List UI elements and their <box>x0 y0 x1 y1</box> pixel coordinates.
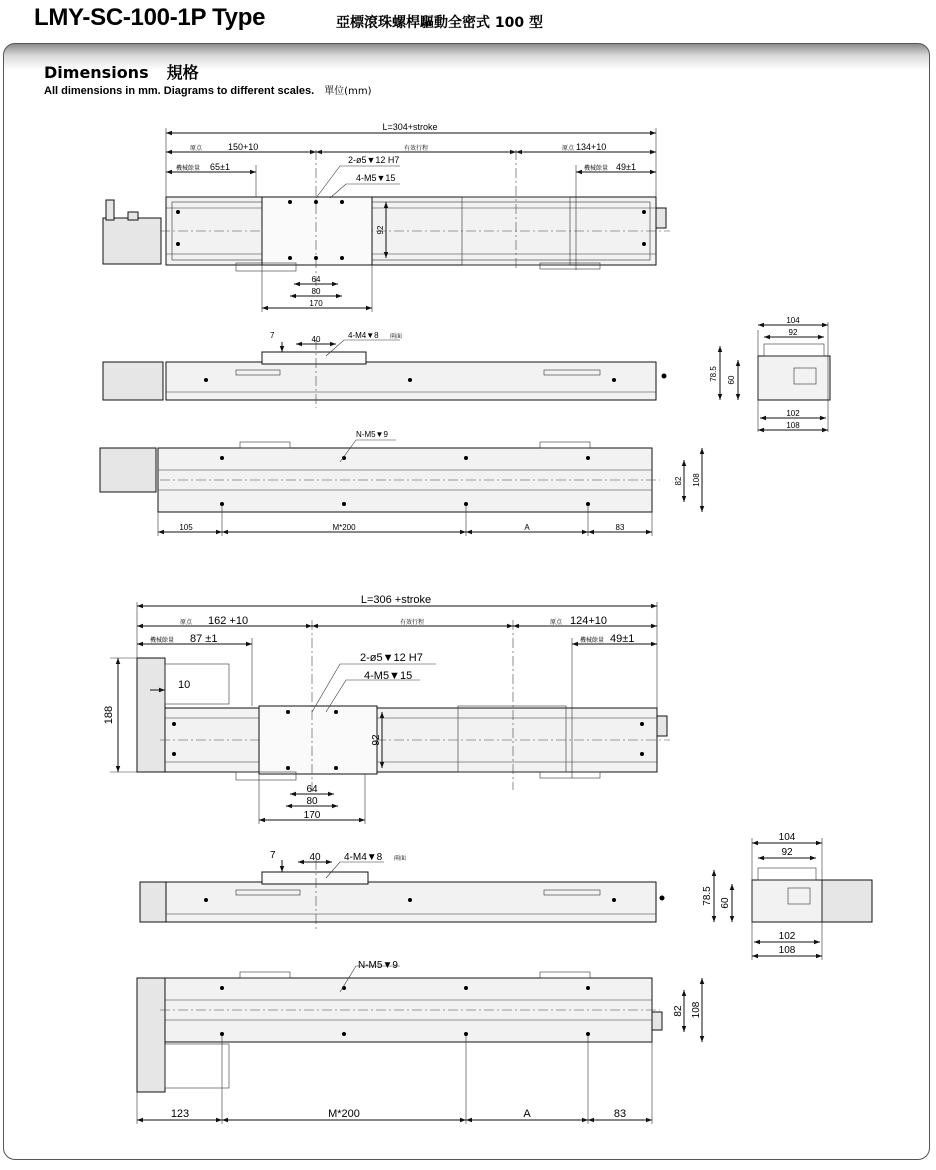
side-holes: 4-M4▼8 <box>348 331 379 340</box>
bottom-a: A <box>524 523 530 532</box>
top-margin-tag-right: 機械餘量 <box>584 166 609 172</box>
b-side-tag: 兩面 <box>394 856 407 862</box>
top-margin-right: 49±1 <box>616 162 636 172</box>
b-origin-right: 124+10 <box>570 615 608 627</box>
end-78-5: 78.5 <box>709 366 718 382</box>
side-40: 40 <box>311 335 321 344</box>
b-end-108: 108 <box>778 945 796 956</box>
motor-body <box>103 218 161 264</box>
b-bottom-83: 83 <box>613 1108 627 1120</box>
b-margin-left: 87 ±1 <box>190 633 218 645</box>
top-d170: 170 <box>309 299 323 308</box>
b-80: 80 <box>306 796 318 807</box>
b-overall-length: L=306 +stroke <box>360 594 432 606</box>
top-assembly-side-view <box>103 331 667 408</box>
b-end-104: 104 <box>778 832 796 843</box>
top-d80: 80 <box>311 287 321 296</box>
end-60: 60 <box>727 375 736 385</box>
top-assembly-end-view <box>709 316 830 432</box>
b-holes-a: 2-ø5▼12 H7 <box>360 652 423 664</box>
b-end-78-5: 78.5 <box>702 886 713 906</box>
b-92: 92 <box>371 734 382 746</box>
b-stroke-mid: 有效行程 <box>399 620 425 626</box>
b-bottom-82: 82 <box>673 1005 684 1017</box>
b-origin-tag-left: 原点 <box>180 620 193 626</box>
b-end-102: 102 <box>778 931 796 942</box>
b-bottom-m200: M*200 <box>328 1108 360 1120</box>
end-108: 108 <box>786 421 800 430</box>
top-assembly-bottom-view <box>100 430 702 536</box>
carriage <box>262 197 372 265</box>
bottom-assembly-bottom-view <box>137 960 702 1124</box>
b-170: 170 <box>303 810 321 821</box>
b-bottom-holes: N-M5▼9 <box>358 960 398 971</box>
top-d92: 92 <box>376 225 385 235</box>
page-title: LMY-SC-100-1P Type <box>34 4 266 31</box>
heading-zh: 規格 <box>166 63 199 82</box>
end-92: 92 <box>788 328 798 337</box>
top-origin-right: 134+10 <box>576 142 607 152</box>
motor-connector <box>106 200 114 220</box>
bottom-108: 108 <box>692 473 701 487</box>
top-holes-b: 4-M5▼15 <box>356 173 396 183</box>
b-bottom-a: A <box>523 1108 531 1120</box>
end-102: 102 <box>786 409 800 418</box>
bottom-m200: M*200 <box>332 523 356 532</box>
top-origin-tag-right: 原点 <box>562 146 575 152</box>
bottom-holes: N-M5▼9 <box>356 430 388 439</box>
b-side-holes: 4-M4▼8 <box>344 852 383 863</box>
b-side-7: 7 <box>270 850 276 861</box>
b-margin-right: 49±1 <box>610 633 635 645</box>
top-origin-left: 150+10 <box>228 142 259 152</box>
top-overall-length: L=304+stroke <box>382 122 438 132</box>
b-188: 188 <box>103 705 115 725</box>
b-origin-tag-right: 原点 <box>550 620 563 626</box>
page-subtitle: 亞標滾珠螺桿驅動全密式 100 型 <box>336 15 543 31</box>
b-end-92: 92 <box>781 847 793 858</box>
side-tag: 兩面 <box>390 334 403 340</box>
note-zh: 單位(mm) <box>324 86 372 97</box>
b-margin-tag-right: 機械餘量 <box>580 638 605 644</box>
bottom-83: 83 <box>615 523 625 532</box>
bottom-assembly-top-view <box>103 594 670 824</box>
motor-cable <box>128 212 138 220</box>
motor-side <box>103 362 163 400</box>
side-7: 7 <box>270 331 275 340</box>
b-origin-left: 162 +10 <box>208 615 249 627</box>
b-bottom-123: 123 <box>170 1108 190 1120</box>
b-bottom-108: 108 <box>691 1001 702 1019</box>
top-assembly-top-view <box>103 122 670 312</box>
b-margin-tag-left: 機械餘量 <box>150 638 175 644</box>
top-margin-tag-left: 機械餘量 <box>176 166 201 172</box>
top-origin-tag-left: 原点 <box>190 146 203 152</box>
bottom-82: 82 <box>674 476 683 486</box>
b-end-60: 60 <box>720 897 731 909</box>
top-margin-left: 65±1 <box>210 162 230 172</box>
top-d64: 64 <box>311 275 321 284</box>
top-stroke-mid: 有效行程 <box>403 146 429 152</box>
heading-en: Dimensions <box>44 63 149 82</box>
b-side-40: 40 <box>309 852 321 863</box>
top-holes-a: 2-ø5▼12 H7 <box>348 155 400 165</box>
b-10: 10 <box>178 679 191 691</box>
bottom-105: 105 <box>179 523 193 532</box>
b-64: 64 <box>306 784 318 795</box>
end-104: 104 <box>786 316 800 325</box>
note-en: All dimensions in mm. Diagrams to different scales. <box>44 85 315 97</box>
bottom-assembly-end-view <box>702 832 872 960</box>
b-holes-b: 4-M5▼15 <box>364 670 413 682</box>
bottom-assembly-side-view <box>140 850 665 930</box>
